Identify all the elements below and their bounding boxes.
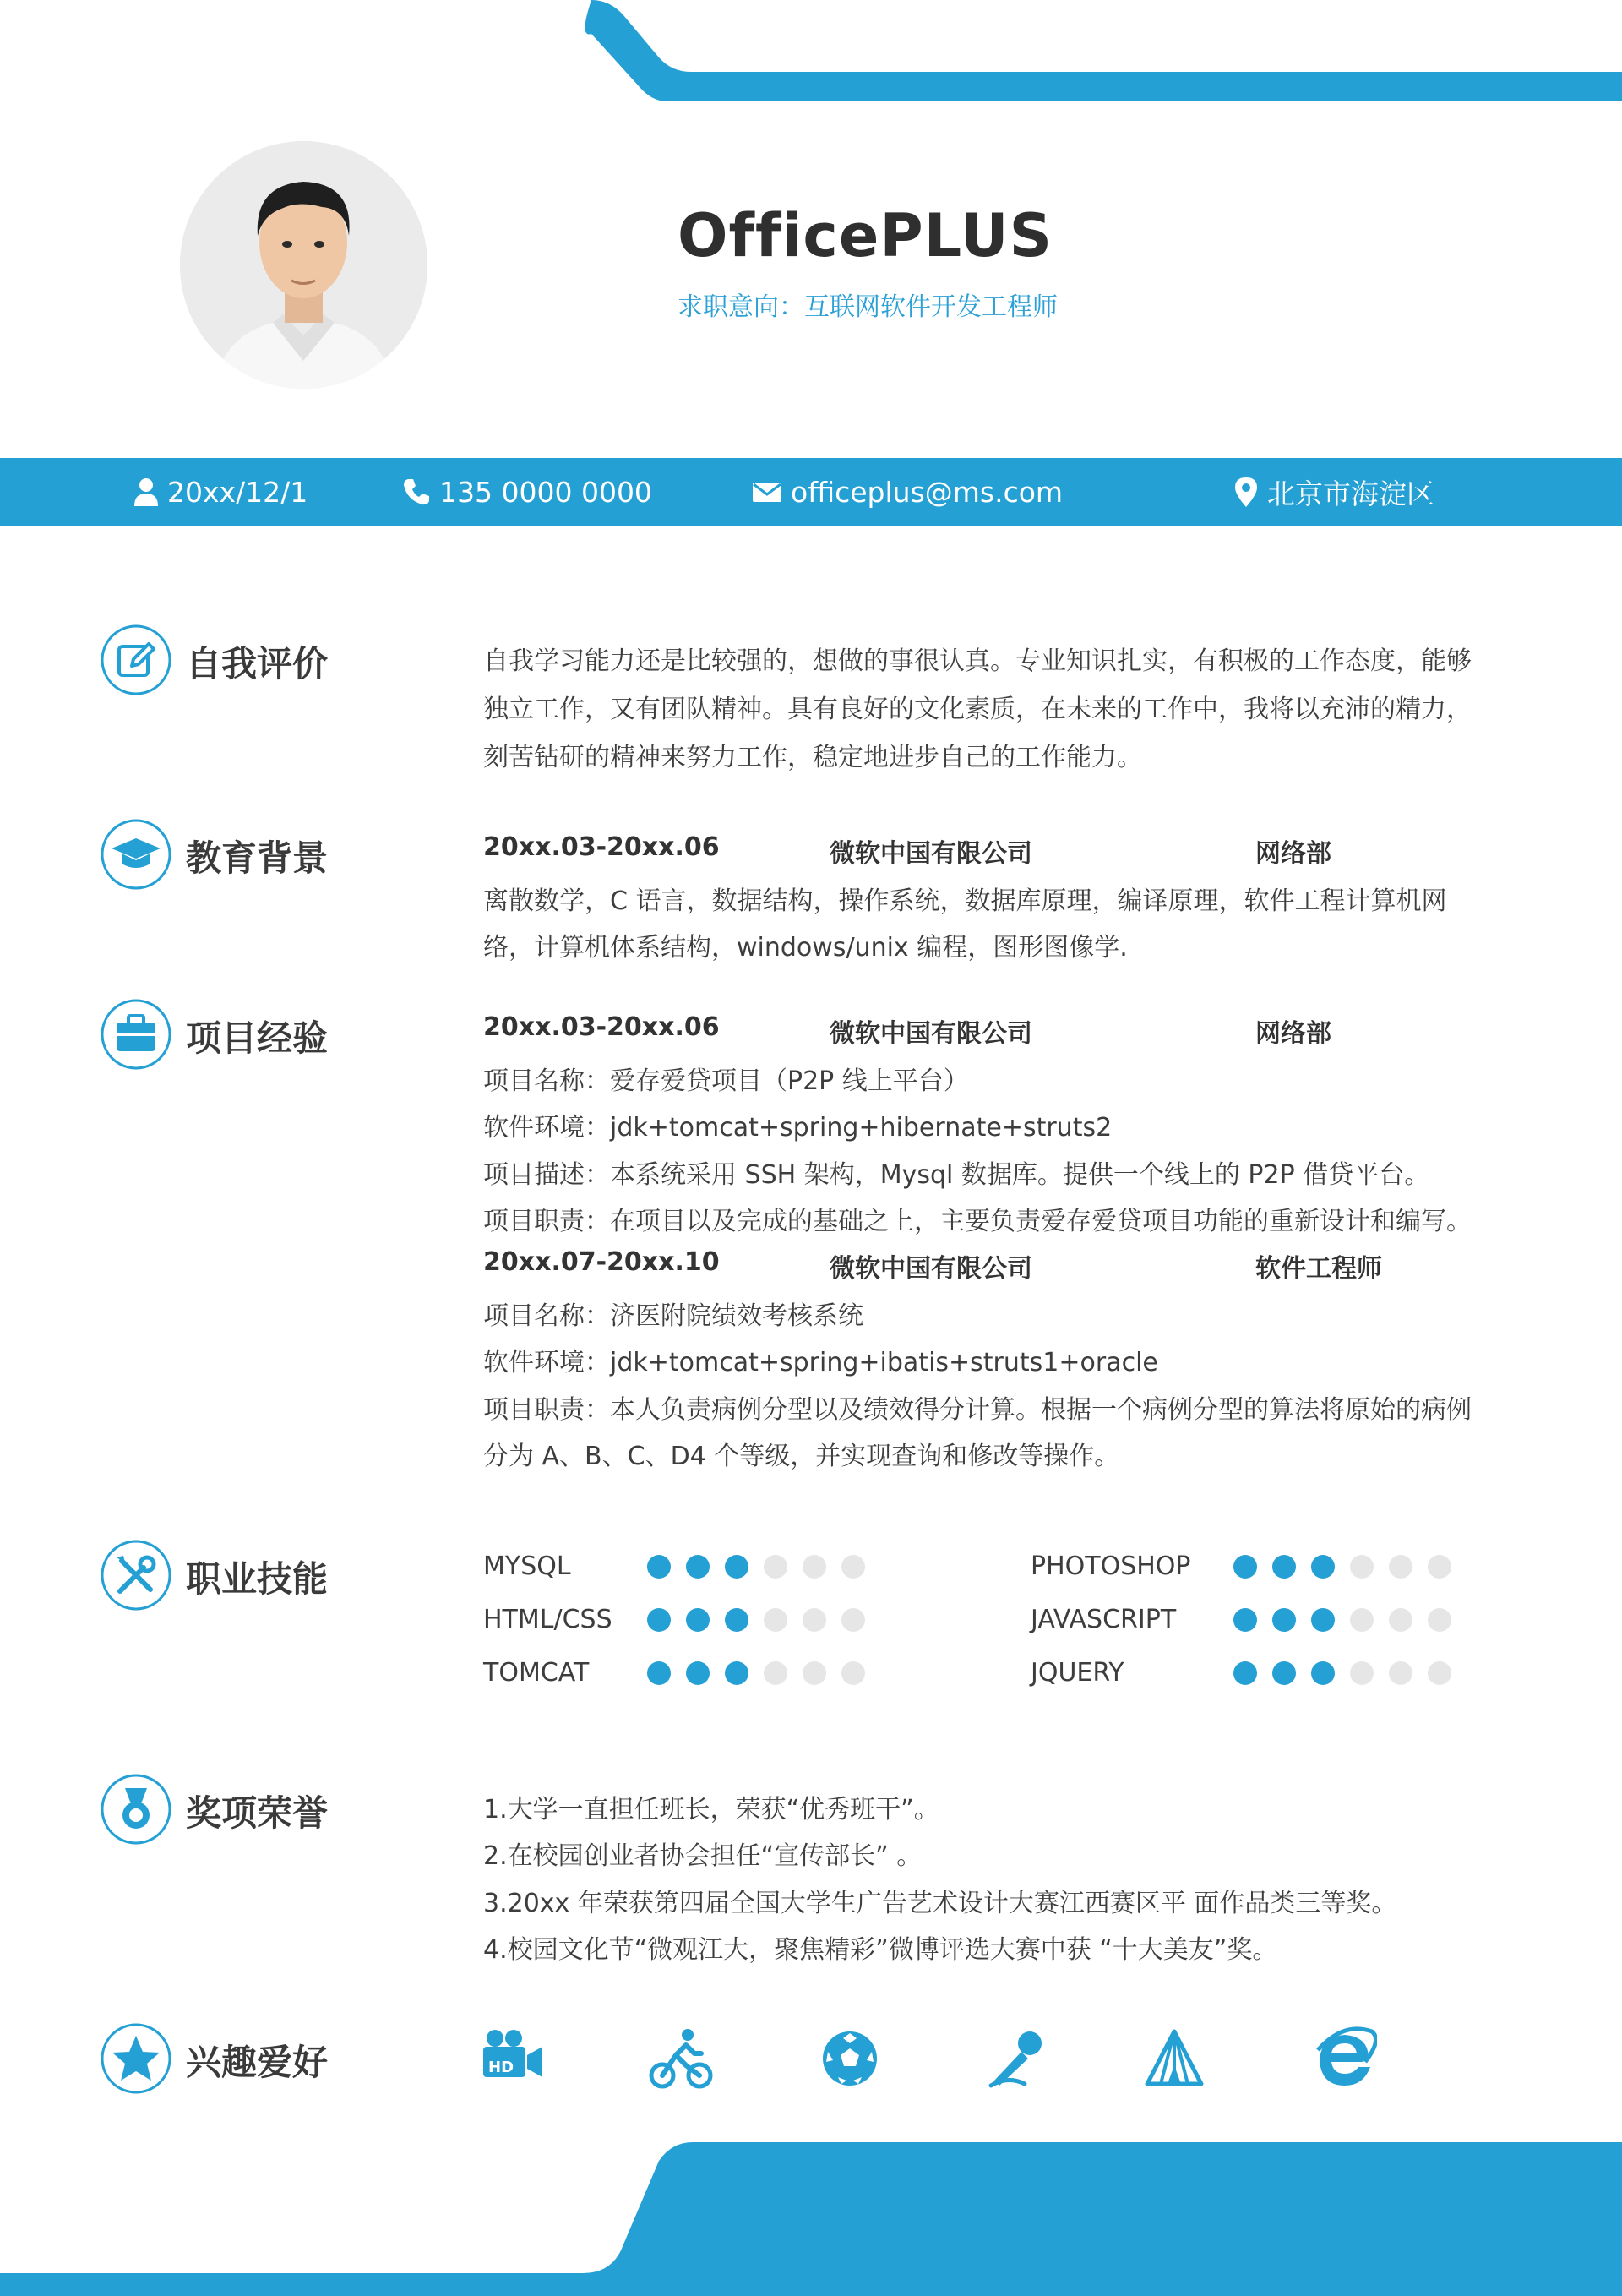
rating-dot-empty xyxy=(1389,1608,1412,1632)
rating-dot-filled xyxy=(725,1608,748,1632)
section-title-awards: 奖项荣誉 xyxy=(186,1792,329,1834)
edu-org: 微软中国有限公司 xyxy=(830,839,1032,869)
email-item xyxy=(752,458,1063,526)
candidate-name: OfficePLUS xyxy=(678,201,1053,270)
microphone-icon xyxy=(982,2025,1050,2092)
section-title-skills: 职业技能 xyxy=(186,1558,329,1600)
video-camera-icon xyxy=(478,2025,546,2092)
rating-dot-filled xyxy=(725,1555,748,1579)
phone-icon xyxy=(402,477,431,506)
award-line: 2.在校园创业者协会担任“宣传部长” 。 xyxy=(483,1841,923,1871)
email-icon xyxy=(752,480,782,504)
rating-dot-filled xyxy=(1233,1661,1257,1685)
skill-name: HTML/CSS xyxy=(483,1605,612,1634)
svg-text:HD: HD xyxy=(488,2059,514,2076)
phone-text: 135 0000 0000 xyxy=(439,475,652,509)
award-line: 4.校园文化节“微观江大，聚焦精彩”微博评选大赛中获 “十大美友”奖。 xyxy=(483,1935,1278,1965)
rating-dot-empty xyxy=(1389,1555,1412,1579)
award-line: 3.20xx 年荣获第四届全国大学生广告艺术设计大赛江西赛区平 面作品类三等奖。 xyxy=(483,1889,1397,1918)
job-intent: 求职意向：互联网软件开发工程师 xyxy=(678,292,1058,322)
project1-line: 项目描述：本系统采用 SSH 架构，Mysql 数据库。提供一个线上的 P2P 借贷平台。 xyxy=(483,1160,1430,1190)
top-banner xyxy=(0,0,1622,101)
project2-dept: 软件工程师 xyxy=(1255,1254,1382,1284)
self-eval-line: 自我学习能力还是比较强的，想做的事很认真。专业知识扎实，有积极的工作态度，能够 xyxy=(483,646,1472,676)
location-text: 北京市海淀区 xyxy=(1267,477,1434,510)
skill-rating xyxy=(647,1608,865,1632)
skill-rating xyxy=(1233,1608,1451,1632)
tent-icon xyxy=(1140,2025,1208,2092)
birthday-item xyxy=(133,458,308,526)
internet-explorer-icon xyxy=(1309,2025,1377,2092)
rating-dot-filled xyxy=(1311,1555,1335,1579)
birthday-text: 20xx/12/1 xyxy=(167,475,308,509)
project2-line: 分为 A、B、C、D4 个等级，并实现查询和修改等操作。 xyxy=(483,1442,1120,1471)
rating-dot-empty xyxy=(841,1661,865,1685)
edu-period: 20xx.03-20xx.06 xyxy=(483,832,720,862)
rating-dot-empty xyxy=(803,1608,826,1632)
project2-org: 微软中国有限公司 xyxy=(830,1254,1032,1284)
project2-line: 项目职责：本人负责病例分型以及绩效得分计算。根据一个病例分型的算法将原始的病例 xyxy=(483,1395,1472,1425)
rating-dot-filled xyxy=(647,1661,671,1685)
award-line: 1.大学一直担任班长，荣获“优秀班干”。 xyxy=(483,1795,939,1824)
rating-dot-empty xyxy=(803,1661,826,1685)
project1-dept: 网络部 xyxy=(1255,1019,1331,1049)
rating-dot-empty xyxy=(764,1608,787,1632)
section-title-self-eval: 自我评价 xyxy=(186,643,329,684)
skill-name: JAVASCRIPT xyxy=(1031,1605,1177,1634)
project1-period: 20xx.03-20xx.06 xyxy=(483,1012,720,1042)
rating-dot-filled xyxy=(686,1555,710,1579)
rating-dot-empty xyxy=(1350,1661,1374,1685)
rating-dot-empty xyxy=(764,1661,787,1685)
briefcase-icon xyxy=(100,998,172,1071)
email-text: officeplus@ms.com xyxy=(791,475,1064,509)
rating-dot-filled xyxy=(1233,1608,1257,1632)
rating-dot-empty xyxy=(1428,1555,1451,1579)
project2-line: 软件环境：jdk+tomcat+spring+ibatis+struts1+oracle xyxy=(483,1348,1158,1377)
avatar xyxy=(180,141,427,389)
rating-dot-filled xyxy=(1272,1555,1296,1579)
skill-name: JQUERY xyxy=(1031,1658,1124,1688)
rating-dot-filled xyxy=(1272,1608,1296,1632)
section-title-projects: 项目经验 xyxy=(186,1017,329,1059)
soccer-ball-icon xyxy=(816,2025,884,2092)
rating-dot-filled xyxy=(725,1661,748,1685)
edu-line: 离散数学，C 语言，数据结构，操作系统，数据库原理，编译原理，软件工程计算机网 xyxy=(483,886,1447,916)
bottom-banner xyxy=(0,2142,1622,2296)
star-icon xyxy=(100,2022,172,2095)
rating-dot-filled xyxy=(647,1555,671,1579)
rating-dot-filled xyxy=(1311,1608,1335,1632)
edit-icon xyxy=(100,624,172,696)
tools-icon xyxy=(100,1539,172,1612)
skill-name: PHOTOSHOP xyxy=(1031,1552,1191,1581)
self-eval-line: 刻苦钻研的精神来努力工作，稳定地进步自己的工作能力。 xyxy=(483,743,1142,772)
project1-org: 微软中国有限公司 xyxy=(830,1019,1032,1049)
rating-dot-empty xyxy=(1389,1661,1412,1685)
section-title-education: 教育背景 xyxy=(186,837,329,879)
skill-name: TOMCAT xyxy=(483,1658,590,1688)
cycling-icon xyxy=(647,2025,715,2092)
edu-line: 络，计算机体系结构，windows/unix 编程，图形图像学. xyxy=(483,933,1128,963)
rating-dot-filled xyxy=(686,1608,710,1632)
rating-dot-empty xyxy=(1350,1555,1374,1579)
skill-rating xyxy=(647,1661,865,1685)
medal-icon xyxy=(100,1773,172,1846)
contact-bar xyxy=(0,458,1622,526)
skill-rating xyxy=(647,1555,865,1579)
rating-dot-empty xyxy=(1350,1608,1374,1632)
rating-dot-empty xyxy=(1428,1661,1451,1685)
rating-dot-filled xyxy=(647,1608,671,1632)
location-item xyxy=(1233,458,1434,526)
skill-rating xyxy=(1233,1661,1451,1685)
project1-line: 项目名称：爱存爱贷项目（P2P 线上平台） xyxy=(483,1066,969,1096)
rating-dot-filled xyxy=(1233,1555,1257,1579)
project1-line: 项目职责：在项目以及完成的基础之上，主要负责爱存爱贷项目功能的重新设计和编写。 xyxy=(483,1207,1472,1236)
location-pin-icon xyxy=(1233,476,1259,508)
rating-dot-empty xyxy=(803,1555,826,1579)
project2-period: 20xx.07-20xx.10 xyxy=(483,1247,720,1277)
rating-dot-empty xyxy=(1428,1608,1451,1632)
edu-dept: 网络部 xyxy=(1255,839,1331,869)
person-icon xyxy=(133,477,159,506)
phone-item xyxy=(402,458,652,526)
graduation-cap-icon xyxy=(100,818,172,891)
project1-line: 软件环境：jdk+tomcat+spring+hibernate+struts2 xyxy=(483,1113,1113,1143)
rating-dot-empty xyxy=(841,1555,865,1579)
rating-dot-filled xyxy=(1272,1661,1296,1685)
rating-dot-empty xyxy=(841,1608,865,1632)
rating-dot-filled xyxy=(1311,1661,1335,1685)
skill-name: MYSQL xyxy=(483,1552,571,1581)
skill-rating xyxy=(1233,1555,1451,1579)
section-title-hobbies: 兴趣爱好 xyxy=(186,2042,329,2083)
rating-dot-empty xyxy=(764,1555,787,1579)
self-eval-line: 独立工作，又有团队精神。具有良好的文化素质，在未来的工作中，我将以充沛的精力， xyxy=(483,695,1472,724)
rating-dot-filled xyxy=(686,1661,710,1685)
project2-line: 项目名称：济医附院绩效考核系统 xyxy=(483,1301,863,1331)
